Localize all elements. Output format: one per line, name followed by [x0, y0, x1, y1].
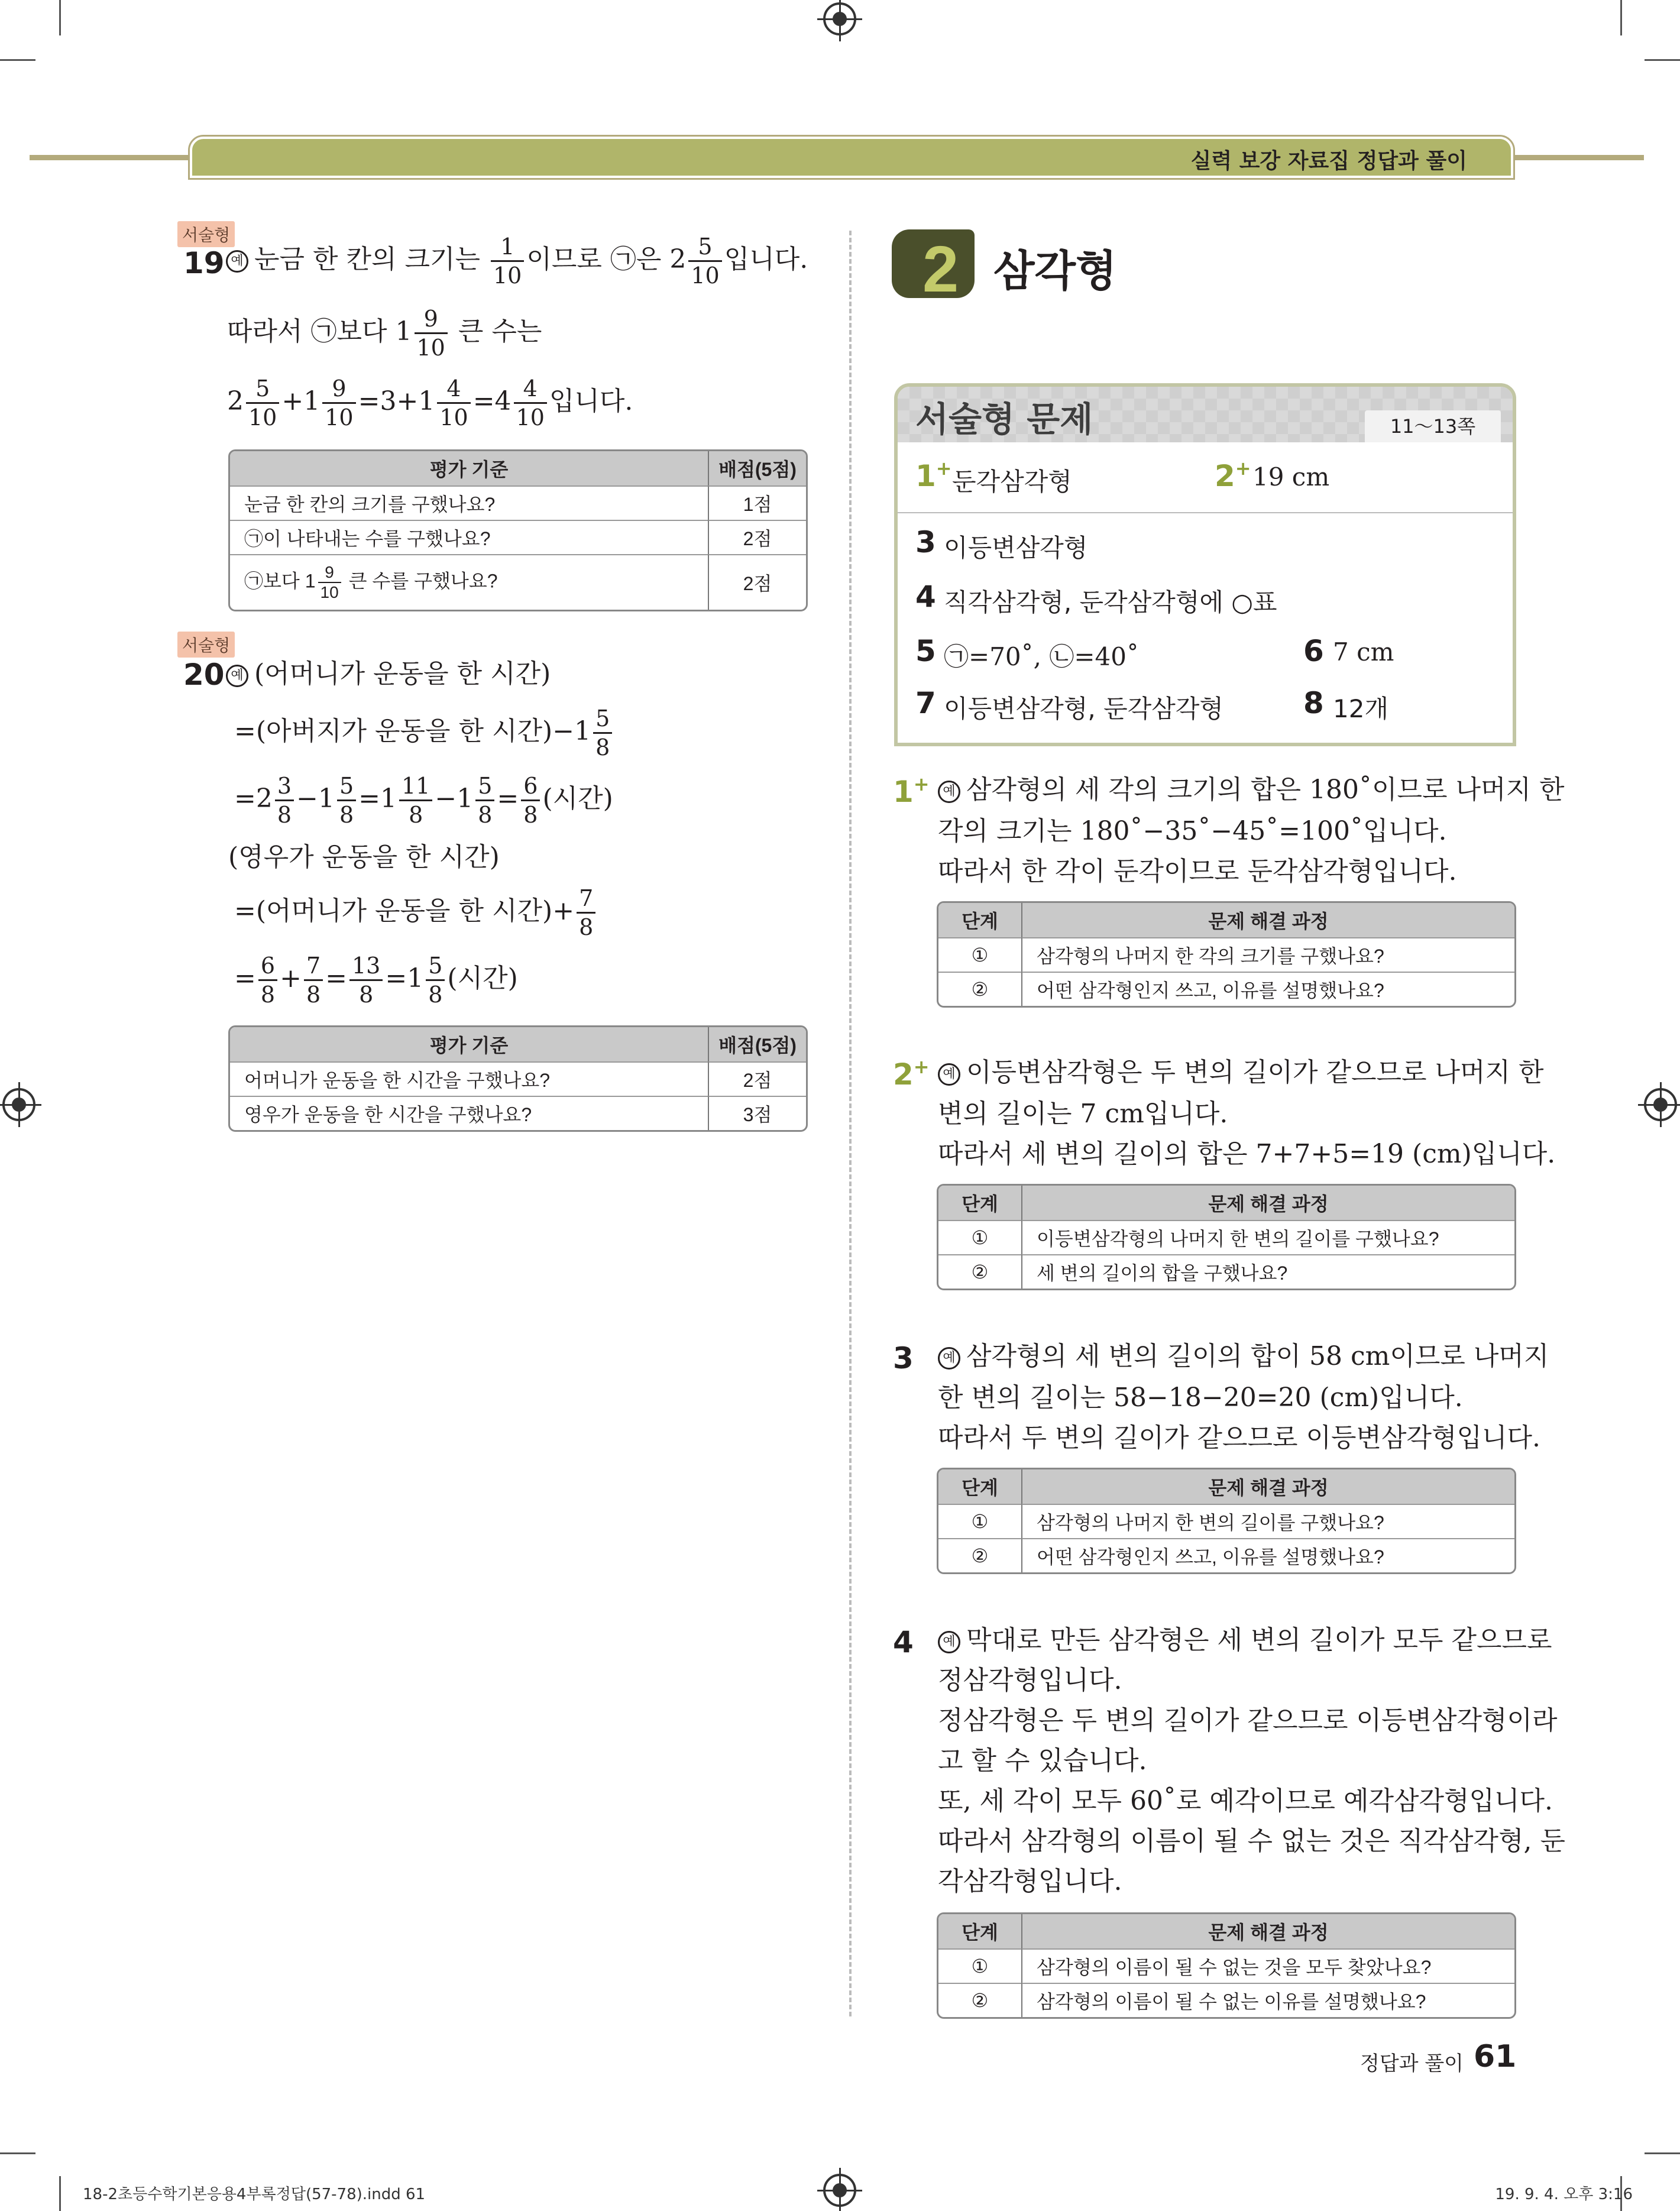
p19-line1: 예 눈금 한 칸의 크기는 $\frac{1}{10}$ 이므로 ㉠은 2 $\frac{5}{10}$ 입니다. — [226, 233, 808, 289]
example-mark-icon: 예 — [938, 1063, 960, 1086]
page-label: 정답과 풀이 — [1360, 2052, 1464, 2076]
rubric-table: 평가 기준 배점(5점) 어머니가 운동을 한 시간을 구했나요? 2점 영우가 운동을 한 시간을 구했나요? 3점 — [228, 1025, 808, 1132]
crop-mark — [59, 2176, 61, 2211]
s1-line: 따라서 한 각이 둔각이므로 둔각삼각형입니다. — [938, 856, 1457, 886]
table-row: ㉠보다 1 $\frac{9}{10}$ 큰 수를 구했나요? 2점 — [230, 554, 806, 610]
p20-line3: =2 $\frac{3}{8}$ −1 $\frac{5}{8}$ =1 $\frac{11}{8}$ −1 $\frac{5}{8}$ = $\frac{6}{8}$ (시간) — [234, 773, 613, 828]
chapter-number: 2 — [922, 233, 959, 306]
solution-number: 3 — [893, 1341, 914, 1375]
s4-line: 예 막대로 만든 삼각형은 세 변의 길이가 모두 같으므로 — [938, 1625, 1552, 1656]
registration-mark-icon — [1644, 1088, 1677, 1121]
table-row: 눈금 한 칸의 크기를 구했나요? 1점 — [230, 485, 806, 520]
s3-line: 따라서 두 변의 길이가 같으므로 이등변삼각형입니다. — [938, 1423, 1541, 1453]
solution-number: 2+ — [893, 1056, 930, 1092]
crop-mark — [0, 59, 35, 61]
summary-num: 8 — [1303, 686, 1324, 720]
summary-value: 7 cm — [1333, 637, 1394, 666]
problem-tag: 서술형 — [177, 632, 235, 658]
step-table: 단계 문제 해결 과정 ① 이등변삼각형의 나머지 한 변의 길이를 구했나요? ② 세 변의 길이의 합을 구했나요? — [937, 1184, 1516, 1290]
s4-line: 또, 세 각이 모두 60˚로 예각이므로 예각삼각형입니다. — [938, 1786, 1553, 1816]
table-row: ① 이등변삼각형의 나머지 한 변의 길이를 구했나요? — [938, 1220, 1514, 1254]
print-date: 19. 9. 4. 오후 3:16 — [1495, 2186, 1633, 2203]
crop-mark — [1645, 2152, 1680, 2154]
problem-number: 20 — [183, 658, 225, 692]
p20-line4: (영우가 운동을 한 시간) — [228, 842, 500, 872]
registration-mark-icon — [2, 1088, 35, 1121]
crop-mark — [1620, 0, 1622, 35]
summary-value: 이등변삼각형, 둔각삼각형 — [944, 694, 1223, 723]
crop-mark — [0, 2152, 35, 2154]
table-row: 영우가 운동을 한 시간을 구했나요? 3점 — [230, 1096, 806, 1130]
summary-num: 3 — [915, 525, 936, 559]
table-row: ① 삼각형의 나머지 한 변의 길이를 구했나요? — [938, 1504, 1514, 1538]
example-mark-icon: 예 — [226, 665, 248, 687]
example-mark-icon: 예 — [938, 1631, 960, 1653]
page-number: 61 — [1474, 2039, 1517, 2074]
summary-value: 둔각삼각형 — [952, 467, 1072, 496]
header-title: 실력 보강 자료집 정답과 풀이 — [1190, 149, 1467, 173]
s4-line: 각삼각형입니다. — [938, 1866, 1122, 1896]
step-table: 단계 문제 해결 과정 ① 삼각형의 이름이 될 수 없는 것을 모두 찾았나요? ② 삼각형의 이름이 될 수 없는 이유를 설명했나요? — [937, 1912, 1516, 2019]
file-slug: 18-2초등수학기본응용4부록정답(57-78).indd 61 — [83, 2186, 426, 2203]
p19-line2: 따라서 ㉠보다 1 $\frac{9}{10}$ 큰 수는 — [227, 306, 542, 361]
table-row: ① 삼각형의 나머지 한 각의 크기를 구했나요? — [938, 937, 1514, 972]
summary-value: 직각삼각형, 둔각삼각형에 ○표 — [944, 588, 1277, 617]
summary-value: 12개 — [1333, 694, 1389, 723]
summary-num: 7 — [915, 686, 936, 720]
summary-num: 5 — [915, 634, 936, 668]
s2-line: 변의 길이는 7 cm입니다. — [938, 1099, 1228, 1129]
solution-number: 1+ — [893, 773, 930, 809]
s2-line: 따라서 세 변의 길이의 합은 7+7+5=19 (cm)입니다. — [938, 1139, 1556, 1169]
p20-line6: = $\frac{6}{8}$ + $\frac{7}{8}$ = $\frac{13}{8}$ =1 $\frac{5}{8}$ (시간) — [234, 953, 518, 1008]
summary-value: ㉠=70˚, ㉡=40˚ — [944, 642, 1139, 671]
summary-pages: 11～13쪽 — [1365, 410, 1501, 442]
s4-line: 정삼각형은 두 변의 길이가 같으므로 이등변삼각형이라 — [938, 1705, 1558, 1736]
p20-line1: 예 (어머니가 운동을 한 시간) — [226, 659, 551, 690]
s3-line: 한 변의 길이는 58−18−20=20 (cm)입니다. — [938, 1383, 1463, 1413]
column-divider — [849, 231, 852, 2016]
step-table: 단계 문제 해결 과정 ① 삼각형의 나머지 한 변의 길이를 구했나요? ② 어떤 삼각형인지 쓰고, 이유를 설명했나요? — [937, 1468, 1516, 1574]
s1-line: 예 삼각형의 세 각의 크기의 합은 180˚이므로 나머지 한 — [938, 775, 1564, 806]
example-mark-icon: 예 — [938, 781, 960, 803]
table-row: ② 어떤 삼각형인지 쓰고, 이유를 설명했나요? — [938, 972, 1514, 1006]
p20-line5: =(어머니가 운동을 한 시간)+ $\frac{7}{8}$ — [234, 885, 598, 941]
problem-tag: 서술형 — [177, 221, 235, 247]
p19-line3: 2 $\frac{5}{10}$ +1 $\frac{9}{10}$ =3+1 $\frac{4}{10}$ =4 $\frac{4}{10}$ 입니다. — [227, 375, 633, 430]
table-row: 어머니가 운동을 한 시간을 구했나요? 2점 — [230, 1061, 806, 1096]
table-row: ② 어떤 삼각형인지 쓰고, 이유를 설명했나요? — [938, 1538, 1514, 1572]
summary-title: 서술형 문제 — [915, 399, 1093, 439]
answer-summary-box — [894, 383, 1516, 746]
s4-line: 따라서 삼각형의 이름이 될 수 없는 것은 직각삼각형, 둔 — [938, 1826, 1565, 1856]
summary-value: 이등변삼각형 — [944, 533, 1088, 562]
summary-num: 4 — [915, 580, 936, 614]
rubric-table: 평가 기준 배점(5점) 눈금 한 칸의 크기를 구했나요? 1점 ㉠이 나타내는 수를 구했나요? 2점 ㉠보다 1 $\frac{9}{10}$ 큰 수를 구했나요? 2점 — [228, 449, 808, 611]
registration-mark-icon — [823, 2174, 856, 2207]
table-row: ② 삼각형의 이름이 될 수 없는 이유를 설명했나요? — [938, 1983, 1514, 2017]
p20-line2: =(아버지가 운동을 한 시간)−1 $\frac{5}{8}$ — [234, 705, 614, 761]
example-mark-icon: 예 — [226, 250, 248, 273]
s4-line: 정삼각형입니다. — [938, 1665, 1122, 1695]
s3-line: 예 삼각형의 세 변의 길이의 합이 58 cm이므로 나머지 — [938, 1341, 1549, 1372]
problem-number: 19 — [183, 246, 225, 280]
summary-num: 1+ — [915, 457, 952, 493]
table-row: ① 삼각형의 이름이 될 수 없는 것을 모두 찾았나요? — [938, 1948, 1514, 1983]
summary-value: 19 cm — [1252, 462, 1330, 491]
s4-line: 고 할 수 있습니다. — [938, 1746, 1147, 1776]
crop-mark — [59, 0, 61, 35]
solution-number: 4 — [893, 1625, 914, 1659]
s2-line: 예 이등변삼각형은 두 변의 길이가 같으므로 나머지 한 — [938, 1057, 1544, 1089]
step-table: 단계 문제 해결 과정 ① 삼각형의 나머지 한 각의 크기를 구했나요? ② 어떤 삼각형인지 쓰고, 이유를 설명했나요? — [937, 901, 1516, 1008]
summary-num: 2+ — [1215, 457, 1251, 493]
chapter-title: 삼각형 — [993, 246, 1117, 296]
table-row: ② 세 변의 길이의 합을 구했나요? — [938, 1254, 1514, 1289]
summary-num: 6 — [1303, 634, 1324, 668]
example-mark-icon: 예 — [938, 1347, 960, 1370]
table-row: ㉠이 나타내는 수를 구했나요? 2점 — [230, 520, 806, 554]
crop-mark — [1645, 59, 1680, 61]
registration-mark-icon — [823, 2, 856, 35]
s1-line: 각의 크기는 180˚−35˚−45˚=100˚입니다. — [938, 816, 1447, 846]
